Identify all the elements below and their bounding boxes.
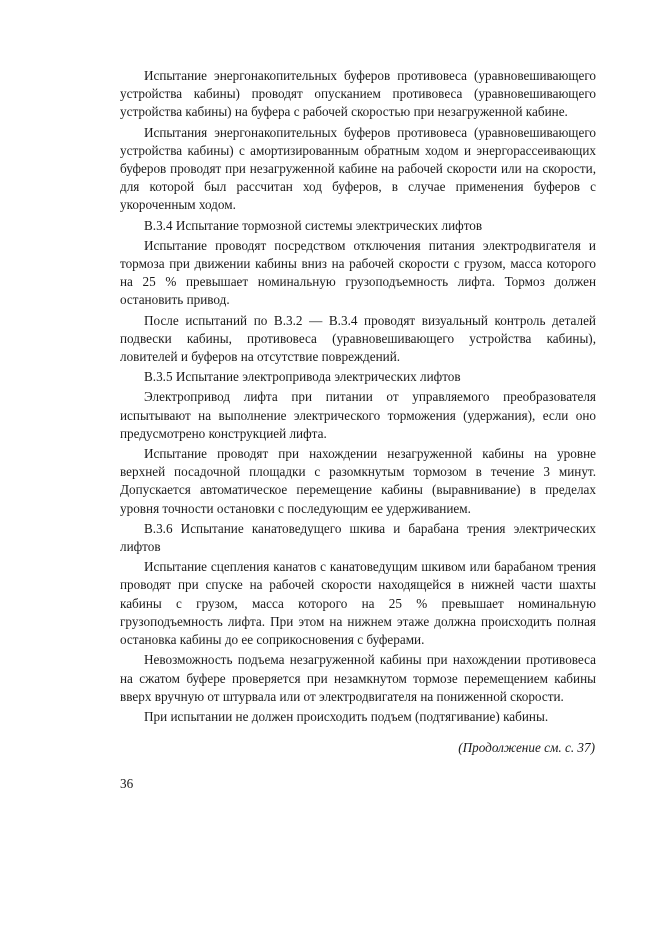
heading-b-3-6: В.3.6 Испытание канатоведущего шкива и барабана трения электрических лифтов — [120, 520, 596, 555]
heading-b-3-5: В.3.5 Испытание электропривода электрических лифтов — [144, 369, 461, 385]
paragraph-buffer-counterweight-test: Испытание энергонакопительных буферов противовеса (уравновешивающего устройства кабины) проводят опусканием противовеса (уравновешивающего устройства кабины) на буфера с рабочей скоростью при незагруженной кабине. — [120, 68, 596, 120]
paragraph-buffer-return-stroke-test: Испытания энергонакопительных буферов противовеса (уравновешивающего устройства кабины) с амортизированным обратным ходом и энергорассеивающих буферов проводят при незагруженной кабине на рабочей скорости или на скорости, для которой был рассчитан ход буферов, в случае применения буферов с укороченным ходом. — [120, 124, 596, 213]
heading-b-3-4: В.3.4 Испытание тормозной системы электрических лифтов — [144, 217, 483, 233]
paragraph-lifting-impossibility: Невозможность подъема незагруженной кабины при нахождении противовеса на сжатом буфере проверяется при незамкнутом тормозе перемещением кабины вверх вручную от штурвала или от электродвигателя на пониженной скорости. — [120, 652, 596, 704]
paragraph-holding-test: Испытание проводят при нахождении незагруженной кабины на уровне верхней посадочной площадки с разомкнутым тормозом в течение 3 минут. Допускается автоматическое перемещение кабины (выравнивание) в пределах уровня точности остановки с последующим ее удерживанием. — [120, 446, 596, 516]
paragraph-traction-test: Испытание сцепления канатов с канатоведущим шкивом или барабаном трения проводят при спуске на рабочей скорости находящейся в нижней части шахты кабины с грузом, масса которого на 25 % превышает номинальную грузоподъемность лифта. При этом на нижнем этаже должна происходить полная остановка кабины до ее соприкосновения с буферами. — [120, 559, 596, 648]
page-number: 36 — [120, 776, 134, 791]
body-text — [120, 67, 596, 728]
paragraph-visual-inspection: После испытаний по В.3.2 — В.3.4 проводят визуальный контроль деталей подвески кабины, противовеса (уравновешивающего устройства кабины), ловителей и буферов на отсутствие повреждений. — [120, 312, 596, 365]
paragraph-electric-drive: Электропривод лифта при питании от управляемого преобразователя испытывают на выполнение электрического торможения (удержания), если оно предусмотрено конструкцией лифта. — [120, 389, 596, 441]
paragraph-no-lifting: При испытании не должен происходить подъем (подтягивание) кабины. — [144, 708, 549, 724]
paragraph-brake-test: Испытание проводят посредством отключения питания электродвигателя и тормоза при движении кабины вниз на рабочей скорости с грузом, масса которого на 25 % превышает номинальную грузоподъемность лифта. Тормоз должен остановить привод. — [120, 237, 596, 308]
continuation-note: (Продолжение см. с. 37) — [458, 740, 595, 755]
